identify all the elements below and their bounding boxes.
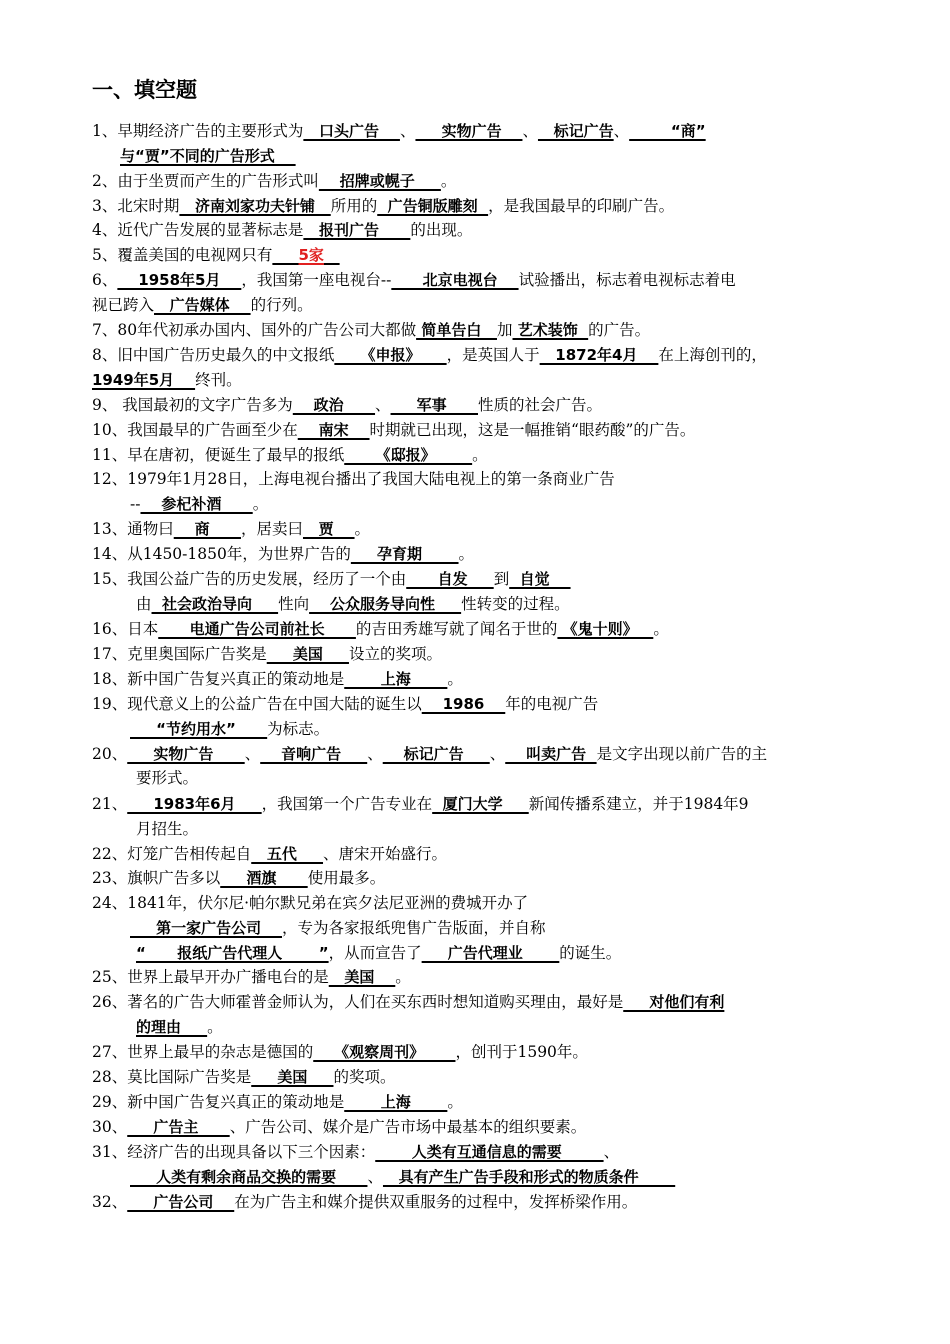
answer-blank: 军事 [390,396,478,414]
question-text: 。 [472,446,488,464]
question-text: 22、灯笼广告相传起自 [92,845,252,863]
question-line [136,942,621,965]
question-text: 25、世界上最早开办广播电台的是 [92,968,329,986]
answer-blank: 贾 [302,520,355,538]
answer-blank [272,246,298,264]
question-text: 20、 [92,745,128,763]
question-text: 21、 [92,795,128,813]
question-line [92,643,442,666]
question-text: 18、新中国广告复兴真正的策动地是 [92,670,345,688]
answer-blank: 人类有互通信息的需要 [375,1143,604,1161]
question-line [92,219,472,242]
question-text: 15、我国公益广告的历史发展，经历了一个由 [92,570,407,588]
question-text: 、 [603,1143,620,1161]
answer-blank: 艺术装饰 [512,321,589,339]
answer-blank: 北京电视台 [391,271,519,289]
question-line [92,568,571,591]
answer-blank: 1986 [421,695,506,713]
question-text: 性质的社会广告。 [478,396,603,414]
question-line [92,693,598,716]
answer-blank: 具有产生广告手段和形式的物质条件 [382,1168,676,1186]
question-text: 、 [244,745,261,763]
answer-blank: 实物广告 [415,122,523,140]
answer-blank: 自发 [406,570,494,588]
answer-blank: 济南刘家功夫针铺 [179,197,331,215]
answer-blank: 5家 [298,246,324,264]
question-text: 的广告。 [588,321,651,339]
answer-blank: 美国 [328,968,396,986]
question-line [92,543,474,566]
question-text: 、 [613,122,630,140]
question-text: 9、 我国最初的文字广告多为 [92,396,293,414]
question-line [92,1041,588,1064]
question-text: 性转变的过程。 [461,595,570,613]
question-line [92,1116,586,1139]
question-text: ，是我国最早的印刷广告。 [488,197,675,215]
question-line [130,493,268,516]
question-text: 、 [399,122,416,140]
answer-blank: 叫卖广告 [505,745,597,763]
answer-blank: 美国 [251,1068,334,1086]
question-text: -- [130,495,141,513]
answer-blank: 公众服务导向性 [309,595,462,613]
question-line [92,1066,395,1089]
answer-blank: “商” [629,122,706,140]
question-line [92,244,340,267]
question-text: 、 [367,745,383,763]
answer-blank: 报刊广告 [303,221,411,239]
question-text: 1、早期经济广告的主要形式为 [92,122,304,140]
answer-blank: 对他们有利 [623,993,725,1011]
question-text: 在上海创刊的， [658,346,767,364]
question-text: 是文字出现以前广告的主 [596,745,768,763]
answer-blank: 政治 [292,396,376,414]
question-line [136,767,198,790]
question-text: 31、经济广告的出现具备以下三个因素： [92,1143,376,1161]
answer-blank: 标记广告 [537,122,614,140]
question-text: 28、莫比国际广告奖是 [92,1068,252,1086]
question-line [92,793,749,816]
question-line [92,1191,637,1214]
answer-blank: 口头广告 [303,122,400,140]
question-text: 11、早在唐初，便诞生了最早的报纸 [92,446,345,464]
question-text: 。 [653,620,669,638]
question-text: 、 [367,1168,383,1186]
question-text: 26、著名的广告大师霍普金师认为，人们在买东西时想知道购买理由，最好是 [92,993,624,1011]
question-text: 27、世界上最早的杂志是德国的 [92,1043,314,1061]
question-text: ，创刊于1590年。 [455,1043,588,1061]
question-text: 的诞生。 [559,944,622,962]
question-text: 19、现代意义上的公益广告在中国大陆的诞生以 [92,695,422,713]
question-text: 的行列。 [250,296,313,314]
question-text: 终刊。 [195,371,242,389]
question-text: 12、1979年1月28日，上海电视台播出了我国大陆电视上的第一条商业广告 [92,470,615,488]
question-line [92,120,706,143]
question-line [92,294,313,317]
answer-blank: 广告铜版雕刻 [377,197,489,215]
question-text: 、 [489,745,506,763]
question-text: 2、由于坐贾而产生的广告形式叫 [92,172,319,190]
answer-blank: 《鬼十则》 [557,620,654,638]
question-line [92,344,767,367]
answer-blank: 广告代理业 [421,944,560,962]
question-text: 5、覆盖美国的电视网只有 [92,246,273,264]
question-line [130,917,546,940]
answer-blank: 自觉 [509,570,571,588]
question-text: 。 [252,495,269,513]
question-text: 所用的 [330,197,378,215]
question-text: 24、1841年，伏尔尼·帕尔默兄弟在宾夕法尼亚洲的费城开办了 [92,894,529,912]
question-line [92,1141,619,1164]
question-text: 设立的奖项。 [348,645,442,663]
question-text: ，是英国人于 [446,346,540,364]
question-text: 。 [395,968,411,986]
question-text: 的出现。 [410,221,473,239]
question-line [92,867,385,890]
question-text: 30、 [92,1118,128,1136]
question-text: 、唐宋开始盛行。 [323,845,448,863]
section-heading: 一、填空题 [92,78,197,102]
question-text: 年的电视广告 [505,695,599,713]
answer-blank: 《观察周刊》 [313,1043,456,1061]
answer-blank: 《申报》 [334,346,447,364]
question-text: 。 [354,520,371,538]
answer-blank: 五代 [251,845,324,863]
question-text: 到 [493,570,510,588]
question-line [92,195,674,218]
answer-blank: 酒旗 [220,869,308,887]
question-text: 时期就已出现，这是一幅推销“眼药酸”的广告。 [369,421,696,439]
answer-blank: 1872年4月 [539,346,659,364]
question-line [92,991,724,1014]
question-line [92,518,370,541]
question-text: ，我国第一个广告专业在 [261,795,433,813]
question-text: 17、克里奥国际广告奖是 [92,645,267,663]
answer-blank: 南宋 [297,421,370,439]
question-line [92,743,767,766]
answer-blank: 广告主 [127,1118,230,1136]
question-text: 16、日本 [92,620,159,638]
answer-blank: 与“贾”不同的广告形式 [120,147,296,165]
question-text: 试验播出，标志着电视标志着电 [518,271,736,289]
answer-blank: 招牌或幌子 [318,172,441,190]
question-line [130,718,329,741]
question-text: 。 [458,545,475,563]
question-line [92,319,650,342]
answer-blank: 简单告白 [416,321,497,339]
answer-blank: 1983年6月 [127,795,262,813]
question-text: 、广告公司、媒介是广告市场中最基本的组织要素。 [229,1118,587,1136]
question-text: 新闻传播系建立，并于1984年9 [528,795,749,813]
answer-blank: 广告媒体 [154,296,251,314]
answer-blank: 社会政治导向 [151,595,279,613]
answer-blank: 电通广告公司前社长 [158,620,356,638]
question-text: 的奖项。 [333,1068,396,1086]
answer-blank: 参杞补酒 [140,495,253,513]
answer-blank: 1958年5月 [117,271,242,289]
answer-blank: 人类有剩余商品交换的需要 [130,1168,368,1186]
answer-blank: 第一家广告公司 [130,919,283,937]
question-line [92,269,736,292]
question-text: 。 [447,1093,463,1111]
answer-blank: 的理由 [136,1018,208,1036]
question-text: 视已跨入 [92,296,155,314]
question-text: ，我国第一座电视台-- [241,271,392,289]
question-text: 加 [496,321,513,339]
question-line [92,394,602,417]
answer-blank: 孕育期 [350,545,459,563]
question-line [136,818,198,841]
answer-blank: 《邸报》 [344,446,473,464]
question-text: ，从而宣告了 [328,944,422,962]
question-text: 32、 [92,1193,128,1211]
question-line [92,966,411,989]
question-text: 4、近代广告发展的显著标志是 [92,221,304,239]
answer-blank: 上海 [344,670,448,688]
question-text: 为标志。 [267,720,330,738]
question-line [92,843,447,866]
question-line [92,468,615,491]
question-text: 29、新中国广告复兴真正的策动地是 [92,1093,345,1111]
question-text: ，居卖曰 [240,520,303,538]
question-text: 6、 [92,271,118,289]
answer-blank: 上海 [344,1093,448,1111]
question-text: 。 [447,670,463,688]
question-line [136,1016,223,1039]
question-line [136,593,570,616]
question-line [92,369,242,392]
question-line [92,618,669,641]
question-line [92,170,456,193]
question-text: 、 [522,122,538,140]
question-text: 。 [207,1018,223,1036]
answer-blank: 1949年5月 [92,371,196,389]
answer-blank: “ 报纸广告代理人 ” [136,944,329,962]
question-text: 3、北宋时期 [92,197,180,215]
question-text: 、 [375,396,391,414]
question-line [92,419,695,442]
answer-blank: 厦门大学 [432,795,529,813]
question-text: 。 [440,172,457,190]
question-text: 由 [136,595,152,613]
answer-blank: 美国 [266,645,349,663]
question-line [130,1166,675,1189]
answer-blank: “节约用水” [130,720,268,738]
question-text: 使用最多。 [307,869,386,887]
question-line [92,892,528,915]
answer-blank: 实物广告 [127,745,245,763]
question-line [92,1091,463,1114]
answer-blank [324,246,340,264]
answer-blank: 标记广告 [382,745,490,763]
question-text: 在为广告主和媒介提供双重服务的过程中，发挥桥梁作用。 [234,1193,638,1211]
question-text: 23、旗帜广告多以 [92,869,221,887]
question-text: 要形式。 [136,769,199,787]
question-text: 性向 [278,595,310,613]
question-text: 8、旧中国广告历史最久的中文报纸 [92,346,335,364]
question-text: 13、通物曰 [92,520,174,538]
question-line [92,668,463,691]
answer-blank: 商 [173,520,241,538]
answer-blank: 广告公司 [127,1193,235,1211]
question-text: 10、我国最早的广告画至少在 [92,421,298,439]
question-line [120,145,296,168]
question-text: 14、从1450-1850年，为世界广告的 [92,545,351,563]
question-text: ，专为各家报纸兜售广告版面，并自称 [282,919,546,937]
question-line [92,444,488,467]
answer-blank: 音响广告 [260,745,368,763]
question-text: 7、80年代初承办国内、国外的广告公司大都做 [92,321,417,339]
question-text: 月招生。 [136,820,199,838]
question-text: 的吉田秀雄写就了闻名于世的 [355,620,558,638]
